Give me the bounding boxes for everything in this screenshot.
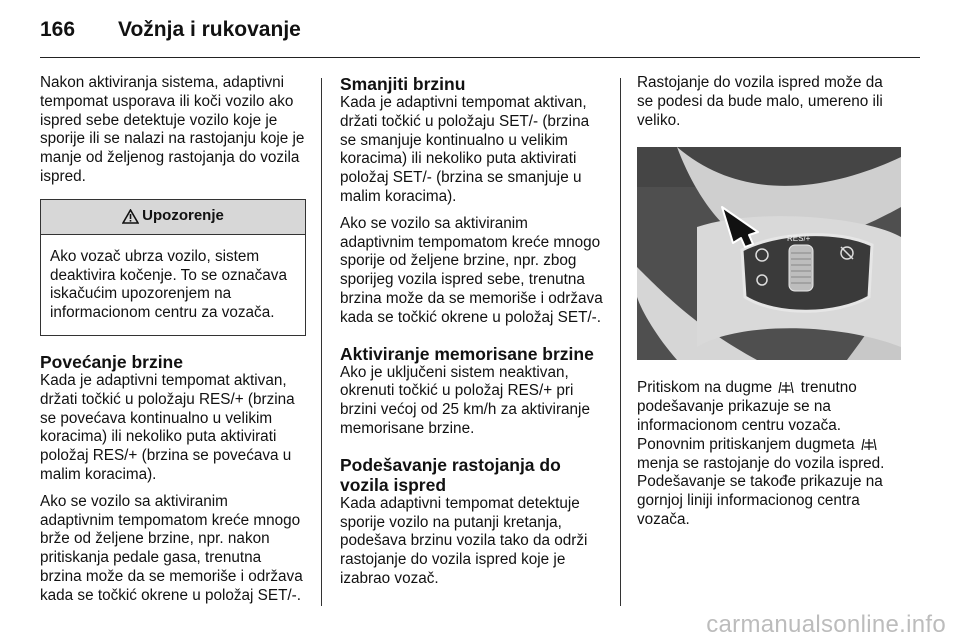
steering-wheel-image bbox=[637, 147, 901, 360]
column-left bbox=[40, 74, 306, 614]
warning-triangle-icon bbox=[122, 209, 139, 224]
header-divider bbox=[40, 57, 920, 58]
paragraph: Kada je adaptivni tempomat aktivan, držati točkić u položaju SET/- (brzina se smanjuje kontinualno u velikim koracima) ili nekoliko puta aktivirati položaj SET/- (brzina se smanjuje u malim koracima). bbox=[340, 94, 590, 205]
paragraph: Ako se vozilo sa aktiviranim adaptivnim tempomatom kreće mnogo sporije od željene brzine, npr. zbog sporijeg vozila ispred sebe, trenutna brzina može da se memoriše i održava kada se točkić okrene u položaj SET/-. bbox=[340, 214, 603, 326]
heading-decrease-speed: Smanjiti brzinu bbox=[340, 74, 466, 94]
paragraph: Kada adaptivni tempomat detektuje sporije vozilo na putanji kretanja, podešava brzinu vozila tako da održi rastojanje do vozila ispred koje je izabrao vozač. bbox=[340, 494, 588, 587]
heading-distance-setting: Podešavanje rastojanja do vozila ispred bbox=[340, 454, 561, 495]
warning-text: Ako vozač ubrza vozilo, sistem deaktivira kočenje. To se označava iskačućim upozorenjem na informacionom centru za vozača. bbox=[50, 247, 287, 322]
paragraph: Ako je uključeni sistem neaktivan, okrenuti točkić u položaj RES/+ pri brzini većoj od 25 km/h za aktiviranje memorisane brzine. bbox=[340, 363, 590, 437]
intro-paragraph: Nakon aktiviranja sistema, adaptivni tempomat usporava ili koči vozilo ako ispred sebe detektuje vozilo koje je sporije ili se nalazi na rastojanju koje je manje od željenog rastojanja do vozila ispred. bbox=[40, 74, 305, 185]
page-number: 166 bbox=[40, 18, 76, 41]
distance-button-icon bbox=[778, 380, 794, 394]
column-right bbox=[637, 74, 903, 538]
column-divider bbox=[321, 78, 322, 606]
warning-header bbox=[41, 200, 305, 235]
column-middle bbox=[340, 74, 606, 597]
warning-box bbox=[40, 199, 306, 336]
heading-increase-speed: Povećanje brzine bbox=[40, 351, 183, 372]
column-divider bbox=[620, 78, 621, 606]
page-header bbox=[40, 18, 301, 42]
distance-button-icon bbox=[861, 437, 877, 451]
paragraph: Rastojanje do vozila ispred može da se podesi da bude malo, umereno ili veliko. bbox=[637, 74, 883, 129]
watermark: carmanualsonline.info bbox=[706, 611, 946, 638]
paragraph-distance-button: Pritiskom na dugme trenutno podešavanje prikazuje se na informacionom centru vozača. Ponovnim pritiskanjem dugmeta menja se rastojanje do vozila ispred. Podešavanje se takođe prikazuje na gornjoj liniji informacionog centra vozača. bbox=[637, 379, 885, 528]
paragraph: Ako se vozilo sa aktiviranim adaptivnim tempomatom kreće mnogo brže od željene brzine, npr. nakon pritiskanja pedale gasa, trenutna brzina može da se memoriše i održava kada se točkić okrene u položaj SET/-. bbox=[40, 492, 303, 604]
paragraph: Kada je adaptivni tempomat aktivan, držati točkić u položaju RES/+ (brzina se povećava kontinualno u velikim koracima) ili nekoliko puta aktivirati položaj RES/+ (brzina se povećava u malim koracima). bbox=[40, 371, 295, 483]
warning-title: Upozorenje bbox=[142, 207, 224, 225]
res-label: RES/+ bbox=[787, 234, 811, 244]
chapter-title: Vožnja i rukovanje bbox=[118, 18, 301, 41]
heading-resume-speed: Aktiviranje memorisane brzine bbox=[340, 343, 594, 364]
